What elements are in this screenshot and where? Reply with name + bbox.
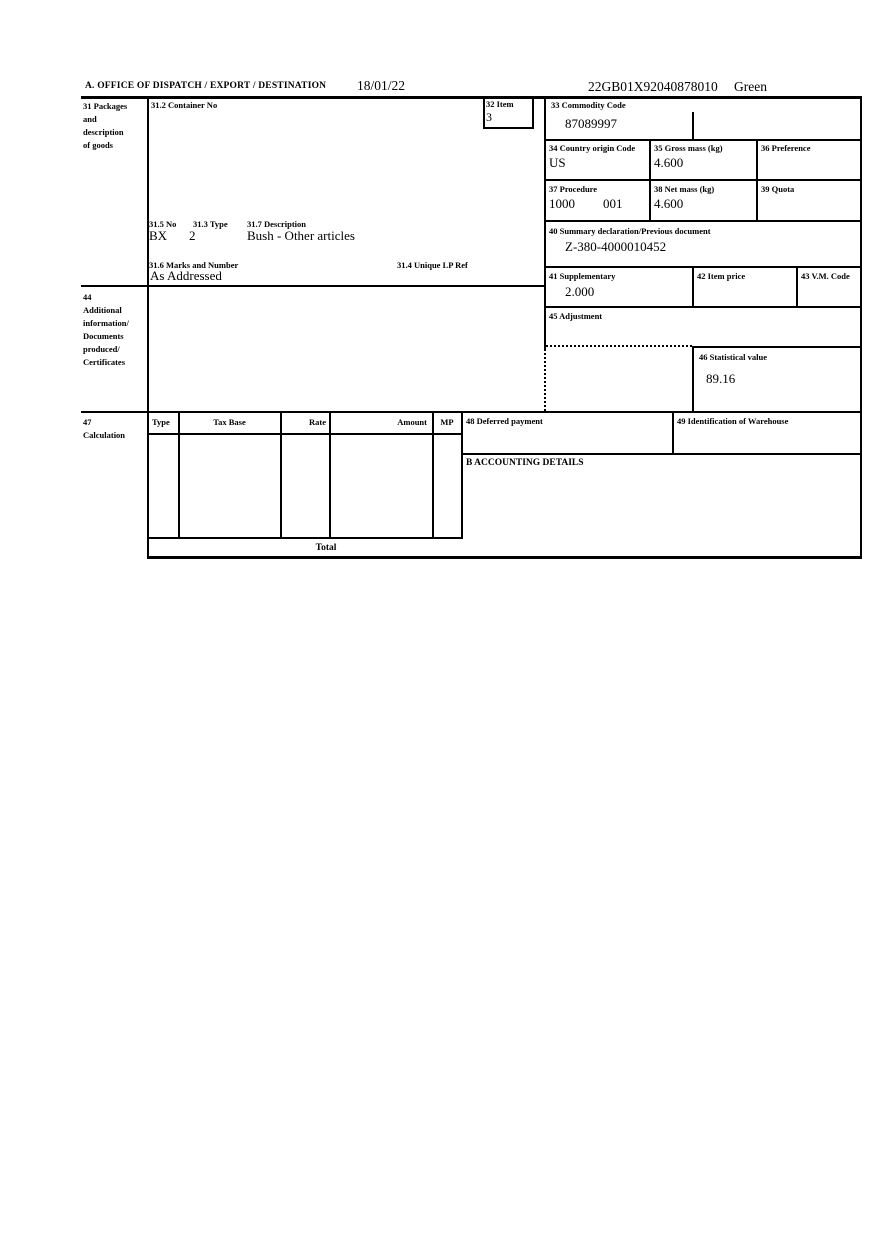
marks-number-value: As Addressed	[150, 268, 222, 283]
form-border-top	[81, 96, 862, 99]
section-a-title: A. OFFICE OF DISPATCH / EXPORT / DESTINATION	[85, 81, 327, 91]
left-column-divider	[147, 96, 149, 559]
package-type-label: 31.3 Type	[193, 219, 228, 229]
procedure-value-1: 1000	[549, 196, 575, 211]
calc-col-divider-1	[178, 412, 180, 538]
item-price-label: 42 Item price	[697, 271, 746, 281]
calc-table-right-line	[461, 412, 463, 538]
marks-number-label: 31.6 Marks and Number	[149, 260, 239, 270]
box47-label-line: 47	[83, 417, 92, 427]
box31-label	[83, 100, 145, 152]
dotted-horizontal-divider	[546, 345, 692, 347]
box40-bottom-line	[544, 266, 862, 268]
box34-row-bottom-line	[544, 179, 862, 181]
box34-box35-divider	[649, 139, 651, 222]
gross-mass-label: 35 Gross mass (kg)	[654, 143, 723, 153]
box48-box49-divider	[672, 412, 674, 454]
calc-col-tax-base: Tax Base	[213, 417, 246, 427]
net-mass-label: 38 Net mass (kg)	[654, 184, 715, 194]
box47-top-divider	[81, 411, 862, 413]
package-no-label: 31.5 No	[149, 219, 177, 229]
accounting-details-label: B ACCOUNTING DETAILS	[466, 458, 584, 468]
right-column-divider	[544, 96, 546, 349]
box31-box44-divider	[81, 285, 546, 287]
calc-col-rate: Rate	[309, 417, 326, 427]
box44-label	[83, 291, 147, 369]
calc-table-bottom-line	[147, 537, 463, 539]
box37-row-bottom-line	[544, 220, 862, 222]
box44-label-line: produced/	[83, 344, 120, 354]
procedure-value-2: 001	[603, 196, 623, 211]
statistical-value-label: 46 Statistical value	[699, 352, 767, 362]
country-origin-label: 34 Country origin Code	[549, 143, 636, 153]
preference-label: 36 Preference	[761, 143, 811, 153]
box44-label-line: Documents	[83, 331, 124, 341]
supplementary-value: 2.000	[565, 284, 595, 299]
calc-header-bottom-line	[147, 433, 463, 435]
box46-left-line	[692, 346, 694, 412]
box41-box42-divider	[692, 266, 694, 308]
calc-col-divider-3	[329, 412, 331, 538]
box31-label-line: of goods	[83, 140, 113, 150]
adjustment-label: 45 Adjustment	[549, 311, 603, 321]
procedure-label: 37 Procedure	[549, 184, 598, 194]
country-origin-value: US	[549, 155, 566, 170]
box35-box36-divider	[756, 139, 758, 222]
calc-col-mp: MP	[440, 417, 454, 427]
calc-col-divider-2	[280, 412, 282, 538]
calc-col-type: Type	[152, 417, 170, 427]
deferred-payment-label: 48 Deferred payment	[466, 416, 543, 426]
box44-label-line: 44	[83, 292, 92, 302]
box31-label-line: and	[83, 114, 97, 124]
supplementary-label: 41 Supplementary	[549, 271, 616, 281]
item-number-value: 3	[486, 110, 492, 124]
box47-label-line: Calculation	[83, 430, 126, 440]
box44-label-line: Certificates	[83, 357, 126, 367]
box47-label	[83, 416, 145, 442]
dispatch-date: 18/01/22	[357, 78, 406, 93]
form-border-bottom	[147, 556, 862, 559]
box31-label-line: 31 Packages	[83, 101, 128, 111]
commodity-code-label: 33 Commodity Code	[551, 100, 626, 110]
box46-top-line	[692, 346, 862, 348]
summary-declaration-value: Z-380-4000010452	[565, 239, 667, 254]
item-number-label: 32 Item	[486, 99, 514, 109]
box48-bottom-line	[461, 453, 862, 455]
statistical-value: 89.16	[706, 371, 736, 386]
package-no-value: BX	[149, 228, 168, 243]
gross-mass-value: 4.600	[654, 155, 684, 170]
commodity-code-value: 87089997	[565, 116, 617, 131]
movement-reference-number: 22GB01X92040878010	[588, 79, 718, 94]
summary-declaration-label: 40 Summary declaration/Previous document	[549, 226, 711, 236]
calc-col-amount: Amount	[397, 417, 427, 427]
vm-code-label: 43 V.M. Code	[801, 271, 850, 281]
warehouse-id-label: 49 Identification of Warehouse	[677, 416, 789, 426]
box41-row-bottom-line	[544, 306, 862, 308]
box44-label-line: Additional	[83, 305, 122, 315]
net-mass-value: 4.600	[654, 196, 684, 211]
container-no-label: 31.2 Container No	[151, 100, 218, 110]
goods-description-label: 31.7 Description	[247, 219, 307, 229]
dotted-vertical-divider	[544, 349, 546, 411]
unique-lp-ref-label: 31.4 Unique LP Ref	[397, 260, 468, 270]
goods-description-value: Bush - Other articles	[247, 228, 355, 243]
box31-label-line: description	[83, 127, 124, 137]
quota-label: 39 Quota	[761, 184, 795, 194]
form-border-right	[860, 96, 862, 559]
commodity-code-divider	[692, 112, 694, 141]
box42-box43-divider	[796, 266, 798, 308]
calc-col-divider-4	[432, 412, 434, 538]
box33-bottom-line	[544, 139, 862, 141]
calc-total-label: Total	[315, 543, 337, 553]
routing-status: Green	[734, 79, 767, 94]
box44-label-line: information/	[83, 318, 129, 328]
package-type-value: 2	[189, 228, 196, 243]
